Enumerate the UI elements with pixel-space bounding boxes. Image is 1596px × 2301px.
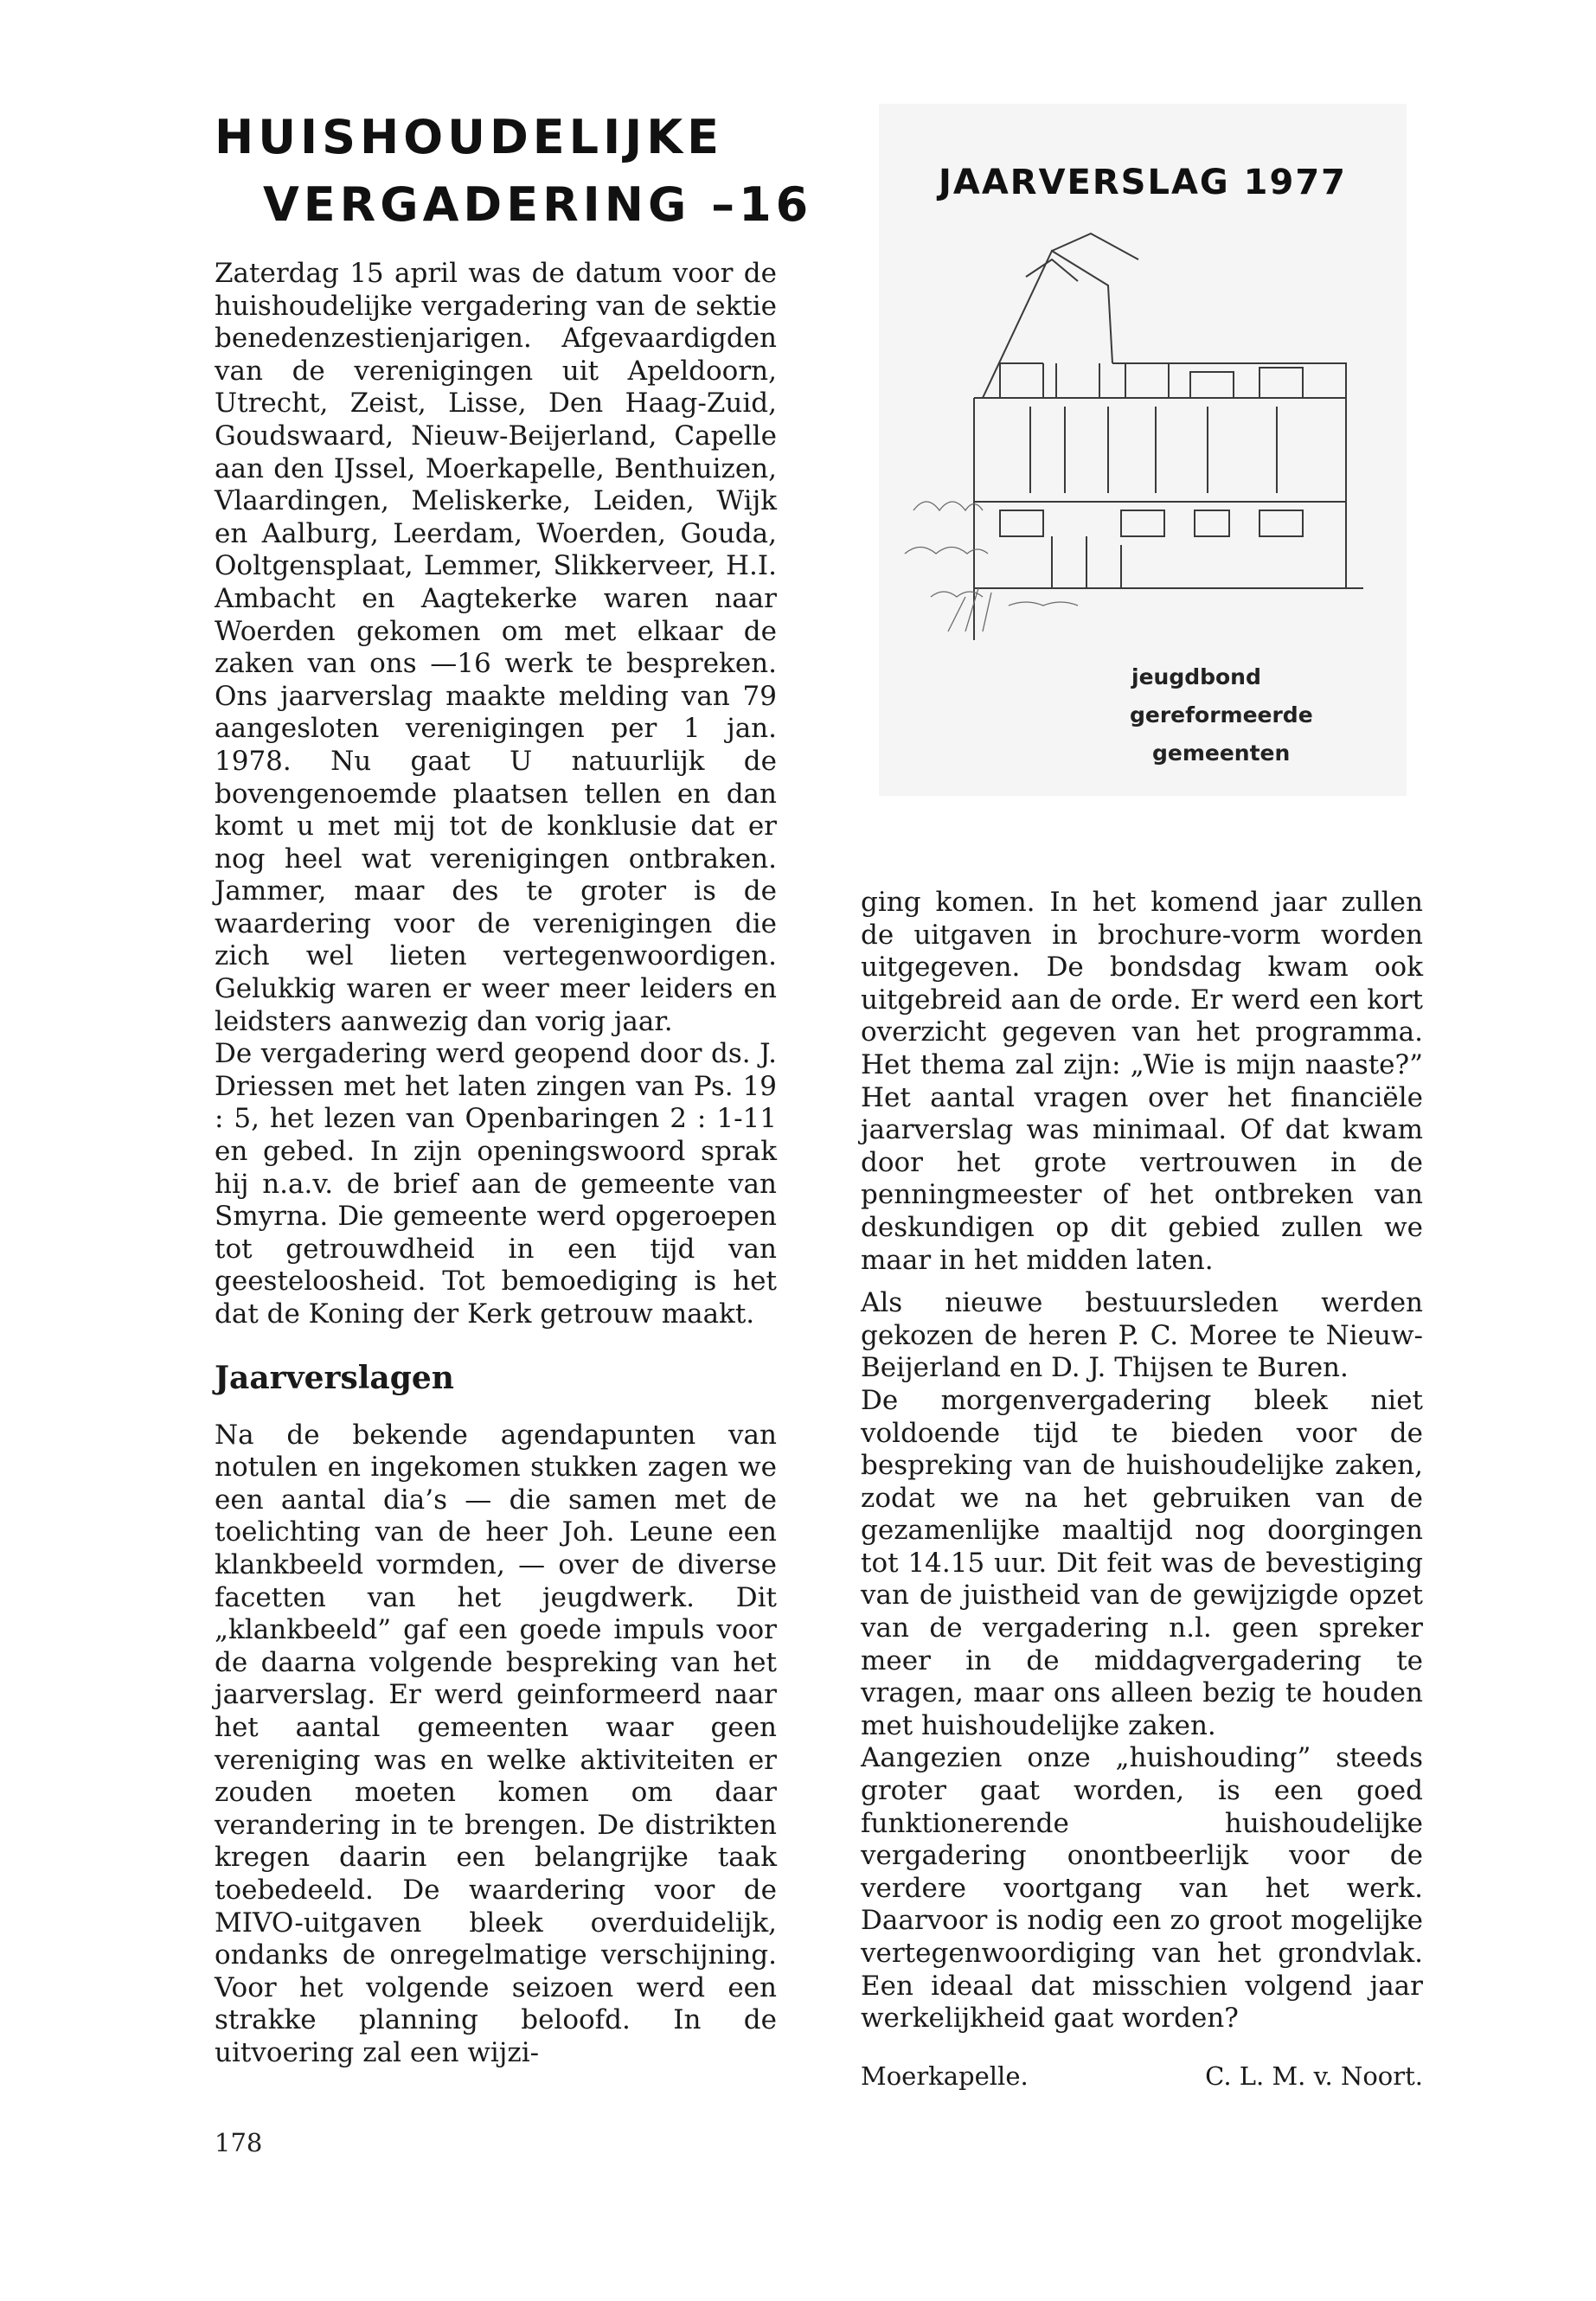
- paragraph-opening: De vergadering werd geopend door ds. J. Driessen met het laten zingen van Ps. 19 : 5, het lezen van Openbaringen 2 : 1-11 en gebed. In zijn openingswoord sprak hij n.a.v. de brief aan de gemeente van Smyrna. Die gemeente werd opgeroepen tot getrouwdheid in een tijd van geesteloosheid. Tot bemoediging is het dat de Koning der Kerk getrouw maakt.: [215, 1038, 777, 1330]
- paragraph-continuation: ging komen. In het komend jaar zullen de uitgaven in brochure-vorm worden uitgegeven. De bondsdag kwam ook uitgebreid aan de orde. Er werd een kort overzicht gegeven van het programma. Het thema zal zijn: „Wie is mijn naaste?” Het aantal vragen over het financiële jaarverslag was minimaal. Of dat kwam door het grote vertrouwen in de penningmeester of het ontbreken van deskundigen op dit gebied zullen we maar in het midden laten.: [861, 887, 1423, 1276]
- section-heading: Jaarverslagen: [215, 1359, 454, 1396]
- cover-subtitle-1: jeugdbond: [1131, 664, 1261, 689]
- cover-subtitle-2: gereformeerde: [1130, 702, 1313, 727]
- article-title: [215, 104, 837, 239]
- left-column: [215, 258, 777, 2069]
- page-number: 178: [215, 2128, 263, 2157]
- paragraph-intro: Zaterdag 15 april was de datum voor de huishoudelijke vergadering van de sektie benedenzestienjarigen. Afgevaardigden van de verenigingen uit Apeldoorn, Utrecht, Zeist, Lisse, Den Haag-Zuid, Goudswaard, Nieuw-Beijerland, Capelle aan den IJssel, Moerkapelle, Benthuizen, Vlaardingen, Meliskerke, Leiden, Wijk en Aalburg, Leerdam, Woerden, Gouda, Ooltgensplaat, Lemmer, Slikkerveer, H.I. Ambacht en Aagtekerke waren naar Woerden gekomen om met elkaar de zaken van ons —16 werk te bespreken. Ons jaarverslag maakte melding van 79 aangesloten verenigingen per 1 jan. 1978. Nu gaat U natuurlijk de bovengenoemde plaatsen tellen en dan komt u met mij tot de konklusie dat er nog heel wat verenigingen ontbraken. Jammer, maar des te groter is de waardering voor de verenigingen die zich wel lieten vertegenwoordigen. Gelukkig waren er weer meer leiders en leidsters aanwezig dan vorig jaar.: [215, 258, 777, 1037]
- signature-author: C. L. M. v. Noort.: [1205, 2061, 1423, 2091]
- paragraph-new-board: Als nieuwe bestuursleden werden gekozen de heren P. C. Moree te Nieuw-Beijerland en D. J. Thijsen te Buren.: [861, 1287, 1423, 1384]
- paragraph-conclusion: Aangezien onze „huishouding” steeds groter gaat worden, is een goed funktionerende huishoudelijke vergadering onontbeerlijk voor de verdere voortgang van het werk. Daarvoor is nodig een zo groot mogelijke vertegenwoordiging van het grondvlak. Een ideaal dat misschien volgend jaar werkelijkheid gaat worden?: [861, 1742, 1423, 2035]
- paragraph-jaarverslagen: Na de bekende agendapunten van notulen en ingekomen stukken zagen we een aantal dia’s — die samen met de toelichting van de heer Joh. Leune een klankbeeld vormden, — over de diverse facetten van het jeugdwerk. Dit „klankbeeld” gaf een goede impuls voor de daarna volgende bespreking van het jaarverslag. Er werd geinformeerd naar het aantal gemeenten waar geen vereniging was en welke aktiviteiten er zouden moeten komen om daar verandering in te brengen. De distrikten kregen daarin een belangrijke taak toebedeeld. De waardering voor de MIVO-uitgaven bleek overduidelijk, ondanks de onregelmatige verschijning. Voor het volgende seizoen werd een strakke planning beloofd. In de uitvoering zal een wijzi-: [215, 1419, 777, 2068]
- signature-place: Moerkapelle.: [861, 2061, 1029, 2091]
- title-line-2: VERGADERING –16: [263, 177, 813, 232]
- cover-subtitle-3: gemeenten: [1152, 740, 1291, 766]
- cover-title: JAARVERSLAG 1977: [938, 163, 1348, 202]
- right-column: [861, 887, 1423, 2035]
- house-sketch-illustration: [879, 104, 1407, 796]
- report-cover-image: [879, 104, 1407, 796]
- title-line-1: HUISHOUDELIJKE: [215, 110, 724, 164]
- paragraph-morning-meeting: De morgenvergadering bleek niet voldoende tijd te bieden voor de bespreking van de huishoudelijke zaken, zodat we na het gebruiken van de gezamenlijke maaltijd nog doorgingen tot 14.15 uur. Dit feit was de bevestiging van de juistheid van de gewijzigde opzet van de vergadering n.l. geen spreker meer in de middagvergadering te vragen, maar ons alleen bezig te houden met huishoudelijke zaken.: [861, 1384, 1423, 1741]
